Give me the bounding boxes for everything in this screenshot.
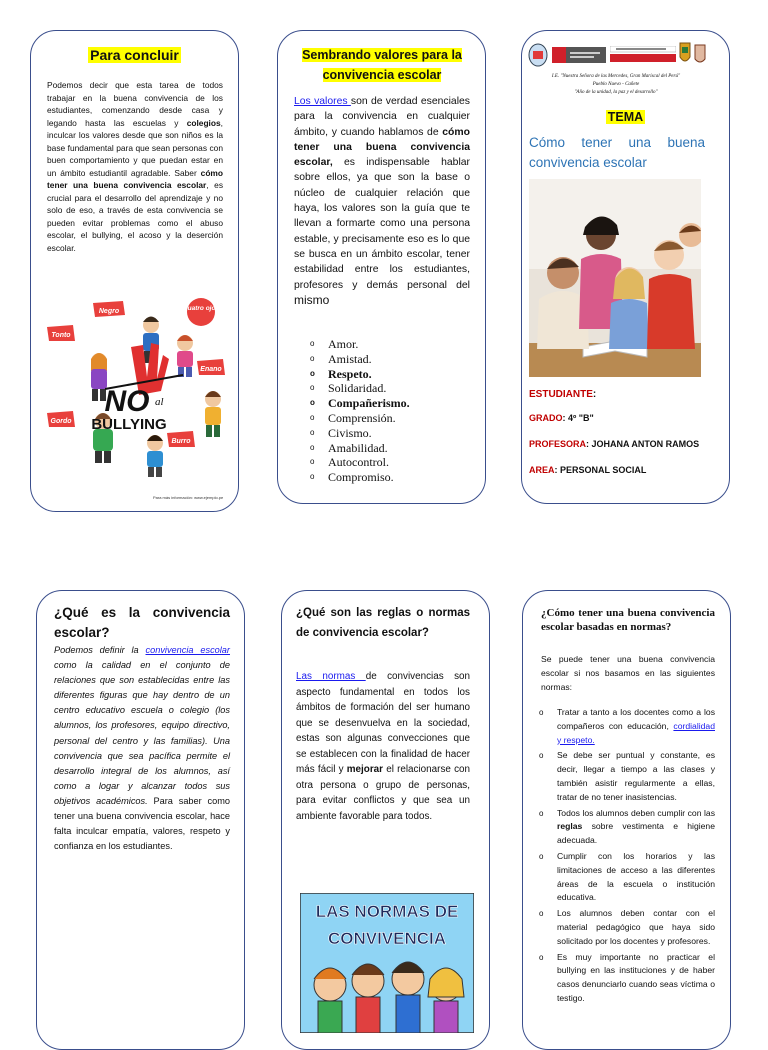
panel-sembrando-valores (277, 30, 486, 504)
cartoon-child (352, 964, 384, 1033)
panel-reglas-convivencia (281, 590, 490, 1050)
svg-text:Cuatro ojos: Cuatro ojos (182, 305, 220, 312)
valores-link[interactable]: Los valores (294, 96, 351, 107)
school-header (528, 39, 704, 107)
list-item: o Amistad. (302, 352, 472, 367)
area-line: AREA: PERSONAL SOCIAL (529, 465, 647, 475)
panel-para-concluir (30, 30, 239, 512)
panel-portada (521, 30, 730, 504)
list-item: o Respeto. (302, 367, 472, 382)
peru-ministry-logo (552, 47, 606, 63)
students-reading-photo (529, 179, 701, 377)
child-figure (147, 435, 163, 477)
list-item: o Solidaridad. (302, 381, 472, 396)
svg-text:BULLYING: BULLYING (91, 416, 167, 433)
list-item: o Tratar a tanto a los docentes como a los compañeros con educación, cordialidad y respeto. (531, 706, 715, 747)
cartoon-child (392, 962, 424, 1033)
tema-label: TEMA (607, 110, 644, 124)
normas-de-convivencia-poster (300, 893, 474, 1033)
no-al-bullying-illustration (43, 295, 229, 505)
values-list (302, 337, 472, 485)
tema-title: Cómo tener una buena convivencia escolar (529, 135, 705, 170)
school-logo-icon (528, 43, 548, 67)
svg-text:Negro: Negro (98, 308, 120, 315)
list-item: o Se debe ser puntual y constante, es decir, llegar a tiempo a las clases y también asistir regularmente a ellas, tratar de no tener inasistencias. (531, 749, 715, 804)
label-tag (93, 301, 125, 317)
svg-text:Enano: Enano (200, 366, 222, 373)
grado-line: GRADO: 4º "B" (529, 413, 594, 423)
svg-text:Tonto: Tonto (51, 332, 71, 339)
normas-list (531, 706, 715, 1006)
panel-5-body: Las normas de convivencias son aspecto fundamental en todos los ámbitos de formación del ser humano que se desenvuelva en la sociedad, estas son algunas convecciones que se establecen con la finalidad de hacer más fácil y mejorar el relacionarse con otra persona o grupo de personas, para evitar conflictos y que sea un ambiente favorable para todos. (296, 671, 470, 822)
label-tag (47, 411, 75, 427)
panel-4-title: ¿Qué es la convivencia escolar? (54, 605, 230, 640)
svg-text:CONVIVENCIA: CONVIVENCIA (327, 929, 447, 948)
cartoon-child (314, 968, 346, 1033)
panel-2-title: Sembrando valores para la convivencia escolar (302, 48, 462, 82)
svg-text:NO: NO (104, 385, 150, 418)
svg-text:Gordo: Gordo (50, 418, 72, 425)
list-item: o Comprensión. (302, 411, 472, 426)
panel-6-intro: Se puede tener una buena convivencia escolar si nos basamos en las siguientes normas: (541, 654, 715, 692)
list-item: o Civismo. (302, 426, 472, 441)
convivencia-escolar-link[interactable]: convivencia escolar (145, 645, 230, 655)
profesora-line: PROFESORA: JOHANA ANTON RAMOS (529, 439, 700, 449)
normas-link[interactable]: Las normas (296, 671, 366, 682)
child-figure (205, 391, 221, 437)
panel-1-title: Para concluir (90, 47, 179, 63)
panel-normas-convivencia (522, 590, 731, 1050)
cordialidad-link[interactable]: cordialidad y respeto. (557, 720, 715, 745)
child-figure (177, 335, 193, 377)
svg-text:al: al (155, 396, 164, 408)
list-item: o Los alumnos deben contar con el material pedagógico que haya sido solicitado por los docentes y profesores. (531, 907, 715, 948)
list-item: o Autocontrol. (302, 455, 472, 470)
estudiante-line: ESTUDIANTE: (529, 389, 597, 400)
label-tag (183, 298, 219, 326)
panel-que-es-convivencia (36, 590, 245, 1050)
header-text: I.E. "Nuestra Señora de las Mercedes, Gran Mariscal del Perú" Pueblo Nuevo - Cañete "Año de la unidad, la paz y el desarrollo" (551, 74, 681, 95)
label-tag (197, 359, 225, 375)
panel-2-body: Los valores son de verdad esenciales para la convivencia en cualquier ámbito, y cuando hablamos de cómo tener una buena convivencia escolar, es indispensable hablar sobre ellos, ya que son la base o núcleo de cualquier relación que haya, los valores son la guía que te llevan a formarte como una persona estable, y precisamente eso es lo que se busca en un ámbito escolar, tener estabilidad entre los estudiantes, profesores y demás personal del mismo (294, 96, 470, 307)
panel-5-title: ¿Qué son las reglas o normas de convivencia escolar? (296, 607, 470, 639)
list-item: o Compañerismo. (302, 396, 472, 411)
svg-text:LAS NORMAS DE: LAS NORMAS DE (315, 902, 459, 921)
ugel-banner (610, 46, 676, 62)
label-tag (167, 431, 195, 447)
panel-6-title: ¿Cómo tener una buena convivencia escolar basadas en normas? (541, 607, 715, 633)
district-logo-icon (694, 41, 706, 67)
illustration-footer: Para más información: www.ejemplo.pe (153, 495, 224, 500)
list-item: o Cumplir con los horarios y las limitaciones de acceso a las diferentes áreas de la escuela o institución educativa. (531, 850, 715, 905)
list-item: o Amabilidad. (302, 441, 472, 456)
label-tag (47, 325, 75, 341)
list-item: o Todos los alumnos deben cumplir con las reglas sobre vestimenta e higiene adecuada. (531, 807, 715, 848)
coat-of-arms-icon (678, 39, 692, 69)
svg-text:Burro: Burro (171, 438, 191, 445)
panel-4-body: Podemos definir la convivencia escolar como la calidad en el conjunto de relaciones que son establecidas entre las diferentes figuras que hay dentro de un centro educativo escuela o colegio (los alumnos, los profesores, equipo directivo, personal del centro y las familias). Una convivencia que sea pacífica permite el desarrollo integral de los alumnos, así como a logar y alcanzar todos sus objetivos académicos. Para saber como tener una buena convivencia escolar, hace falta inculcar empatía, valores, respeto y confianza en los estudiantes. (54, 645, 231, 852)
panel-1-body: Podemos decir que esta tarea de todos trabajar en la buena convivencia de los estudiantes, comenzando desde casa y legando hasta las escuelas y colegios, inculcar los valores desde que son niños es la base fundamental para que sean personas con buen comportamiento y que puedan estar en un ámbito estudiantil agradable. Saber cómo tener una buena convivencia escolar, es crucial para el desarrollo del aprendizaje y no solo de eso, a través de esta convivencia se pueden evitar problemas como el abuso escolar, el bullying, el acoso y la deserción escolar. (47, 80, 224, 253)
list-item: o Amor. (302, 337, 472, 352)
list-item: o Compromiso. (302, 470, 472, 485)
list-item: o Es muy importante no practicar el bullying en las instituciones y de haber casos denunciarlo cuando seas víctima o testigo. (531, 951, 715, 1006)
